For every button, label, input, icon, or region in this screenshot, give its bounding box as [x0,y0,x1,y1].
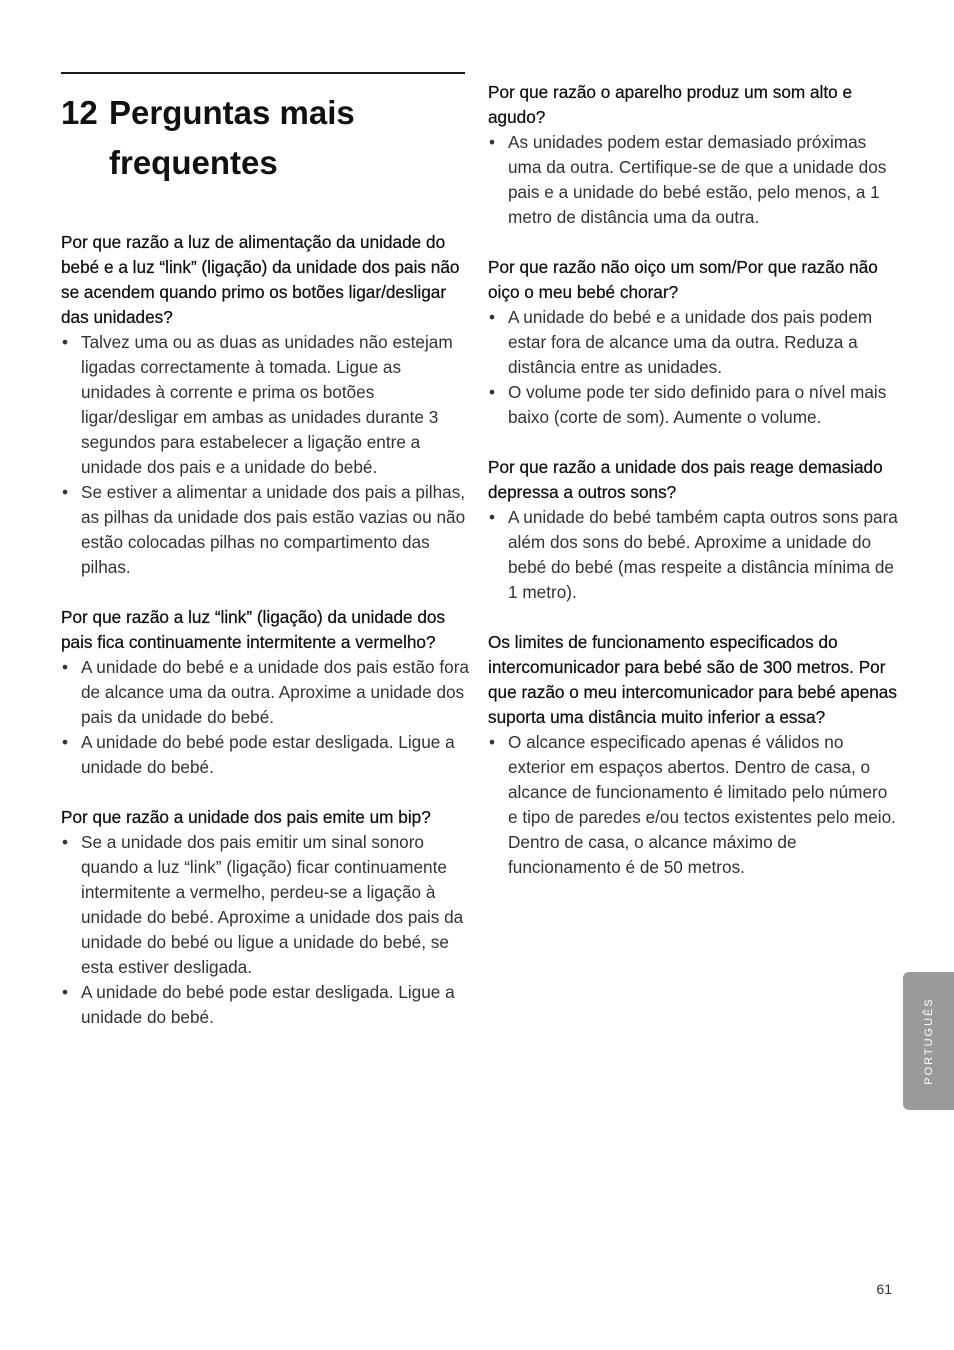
faq-answer-text: O alcance especificado apenas é válidos no exterior em espaços abertos. Dentro de casa, o alcance de funcionamento é limitado pelo número e tipo de paredes e/ou tectos existentes pelo meio. Dentro de casa, o alcance máximo de funcionamento é de 50 metros. [508,732,896,877]
bullet-icon: • [489,307,496,327]
bullet-icon: • [62,657,69,677]
chapter-number: 12 [61,94,98,131]
top-rule [61,72,465,74]
faq-answers [488,730,898,880]
bullet-icon: • [489,132,496,152]
faq-item [488,630,898,880]
faq-answer [488,305,898,380]
language-tab [903,972,954,1110]
faq-answer [61,480,469,580]
chapter-title [61,88,471,188]
faq-item [488,255,898,430]
faq-question: Os limites de funcionamento especificados do intercomunicador para bebé são de 300 metros. Por que razão o meu intercomunicador para bebé apenas suporta uma distância muito inferior a essa? [488,632,897,727]
faq-answers [61,330,469,580]
bullet-icon: • [62,332,69,352]
faq-answer [61,830,469,980]
faq-answer [61,980,469,1030]
faq-answer-text: Se a unidade dos pais emitir um sinal sonoro quando a luz “link” (ligação) ficar continuamente intermitente a vermelho, perdeu-se a ligação à unidade do bebé. Aproxime a unidade dos pais da unidade do bebé ou ligue a unidade do bebé, se esta estiver desligada. [81,832,464,977]
bullet-icon: • [489,507,496,527]
faq-question: Por que razão a unidade dos pais reage demasiado depressa a outros sons? [488,457,883,502]
faq-answer [61,655,469,730]
faq-item [61,805,469,1030]
language-tab-label: PORTUGUÊS [922,997,935,1085]
faq-item [61,605,469,780]
faq-answers [488,305,898,430]
faq-question: Por que razão a unidade dos pais emite um bip? [61,807,431,827]
faq-answer-text: As unidades podem estar demasiado próximas uma da outra. Certifique-se de que a unidade dos pais e a unidade do bebé estão, pelo menos, a 1 metro de distância uma da outra. [508,132,887,227]
faq-question: Por que razão não oiço um som/Por que razão não oiço o meu bebé chorar? [488,257,878,302]
faq-answer [61,730,469,780]
bullet-icon: • [62,732,69,752]
faq-answers [488,505,898,605]
bullet-icon: • [62,482,69,502]
right-column [488,80,898,905]
bullet-icon: • [62,832,69,852]
faq-answer-text: Se estiver a alimentar a unidade dos pais a pilhas, as pilhas da unidade dos pais estão vazias ou não estão colocadas pilhas no compartimento das pilhas. [81,482,466,577]
chapter-title-line2: frequentes [109,144,278,181]
faq-answer [488,505,898,605]
bullet-icon: • [489,732,496,752]
faq-answer [488,730,898,880]
bullet-icon: • [489,382,496,402]
faq-answer [488,130,898,230]
faq-answer-text: O volume pode ter sido definido para o nível mais baixo (corte de som). Aumente o volume. [508,382,887,427]
bullet-icon: • [62,982,69,1002]
faq-item [488,455,898,605]
faq-answer-text: A unidade do bebé pode estar desligada. Ligue a unidade do bebé. [81,732,455,777]
left-column [61,230,469,1055]
faq-answers [488,130,898,230]
faq-answers [61,655,469,780]
faq-question: Por que razão a luz “link” (ligação) da unidade dos pais fica continuamente intermitente a vermelho? [61,607,446,652]
faq-answer-text: A unidade do bebé também capta outros sons para além dos sons do bebé. Aproxime a unidade do bebé do bebé (mas respeite a distância mínima de 1 metro). [508,507,898,602]
faq-answer-text: Talvez uma ou as duas as unidades não estejam ligadas correctamente à tomada. Ligue as unidades à corrente e prima os botões ligar/desligar em ambas as unidades durante 3 segundos para estabelecer a ligação entre a unidade dos pais e a unidade do bebé. [81,332,453,477]
faq-item [488,80,898,230]
faq-answers [61,830,469,1030]
page-number: 61 [876,1281,892,1297]
faq-answer-text: A unidade do bebé e a unidade dos pais estão fora de alcance uma da outra. Aproxime a unidade dos pais da unidade do bebé. [81,657,469,727]
faq-answer [488,380,898,430]
chapter-title-line1: Perguntas mais [109,94,355,131]
faq-answer-text: A unidade do bebé e a unidade dos pais podem estar fora de alcance uma da outra. Reduza a distância entre as unidades. [508,307,873,377]
faq-item [61,230,469,580]
faq-answer [61,330,469,480]
faq-question: Por que razão o aparelho produz um som alto e agudo? [488,82,853,127]
faq-answer-text: A unidade do bebé pode estar desligada. Ligue a unidade do bebé. [81,982,455,1027]
faq-question: Por que razão a luz de alimentação da unidade do bebé e a luz “link” (ligação) da unidade dos pais não se acendem quando primo os botões ligar/desligar das unidades? [61,232,460,327]
